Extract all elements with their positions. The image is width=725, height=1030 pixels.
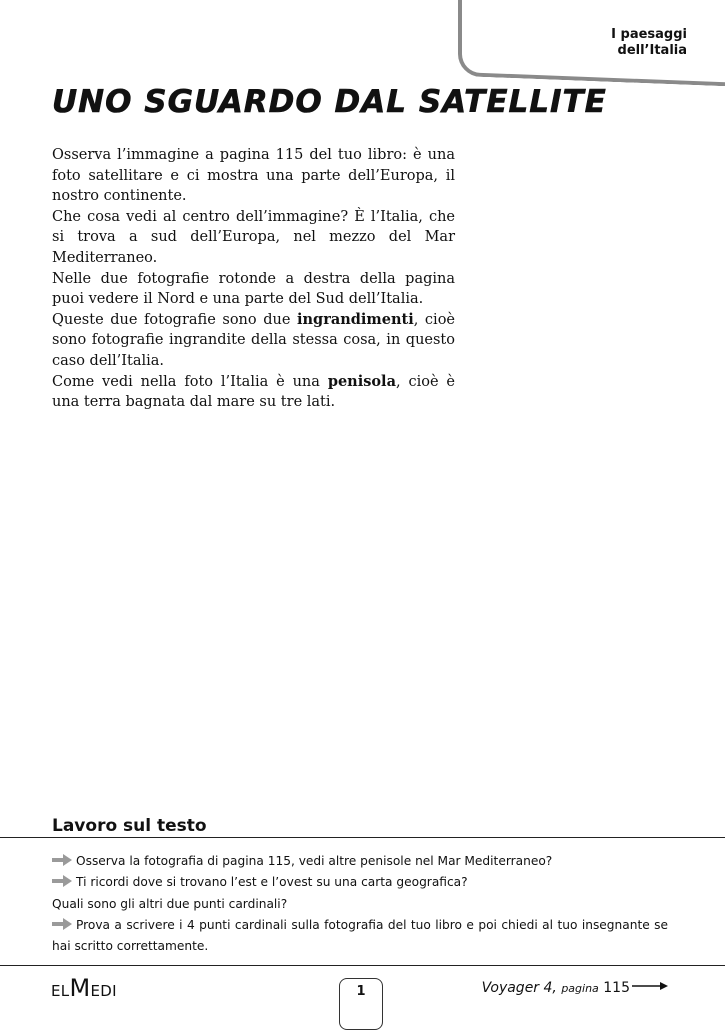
body-text	[52, 145, 455, 413]
paragraph-5	[52, 372, 455, 413]
arrow-right-icon	[52, 875, 72, 887]
exercise-heading: Lavoro sul testo	[52, 816, 207, 836]
exercise-item-2-followup: Quali sono gli altri due punti cardinali?	[52, 896, 288, 911]
publisher-logo	[51, 974, 117, 1002]
exercise-item-2	[52, 872, 668, 893]
exercise-item-1-text: Osserva la fotografia di pagina 115, vedi altre penisole nel Mar Mediterraneo?	[76, 854, 553, 868]
term-penisola: penisola	[327, 372, 396, 390]
page-number	[339, 978, 383, 1030]
divider-bottom	[0, 965, 725, 966]
reference-page-number: 115	[603, 980, 630, 996]
arrow-right-icon	[52, 854, 72, 866]
section-label	[611, 27, 687, 59]
divider-top	[0, 837, 725, 838]
paragraph-4-start: Queste due fotografie sono due	[52, 311, 297, 328]
exercise-list	[52, 851, 668, 957]
paragraph-4-end: , cioè sono fotografie ingrandite della stessa cosa, in questo caso dell’Italia.	[52, 311, 455, 369]
exercise-item-3-text: Prova a scrivere i 4 punti cardinali sulla fotografia del tuo libro e poi chiedi al tuo insegnante se hai scritto correttamente.	[52, 917, 668, 954]
section-label-line1: I paesaggi	[611, 27, 687, 42]
paragraph-1: Osserva l’immagine a pagina 115 del tuo libro: è una foto satellitare e ci mostra una parte dell’Europa, il nostro continente.	[52, 147, 455, 205]
paragraph-2: Che cosa vedi al centro dell’immagine? È l’Italia, che si trova a sud dell’Europa, nel mezzo del Mar Mediterraneo.	[52, 208, 455, 266]
reference-book: Voyager 4,	[481, 980, 557, 996]
exercise-item-1	[52, 851, 668, 872]
paragraph-3: Nelle due fotografie rotonde a destra della pagina puoi vedere il Nord e una parte del Sud dell’Italia.	[52, 270, 455, 308]
logo-suffix: EDI	[90, 982, 117, 1000]
reference-page-label: pagina	[561, 982, 599, 995]
paragraph-5-end: , cioè è una terra bagnata dal mare su tre lati.	[52, 373, 455, 411]
arrow-right-icon	[52, 918, 72, 930]
paragraph-5-start: Come vedi nella foto l’Italia è una	[52, 373, 328, 390]
logo-prefix: EL	[51, 982, 70, 1000]
section-label-line2: dell’Italia	[617, 43, 687, 58]
logo-m: M	[69, 974, 91, 1002]
page-number-value: 1	[356, 984, 366, 999]
term-ingrandimenti: ingrandimenti	[297, 310, 414, 328]
long-arrow-right-icon	[632, 981, 668, 991]
page-title: UNO SGUARDO DAL SATELLITE	[52, 84, 607, 120]
book-reference	[482, 980, 668, 996]
paragraph-4	[52, 310, 455, 372]
exercise-item-3	[52, 915, 668, 958]
exercise-item-2-text: Ti ricordi dove si trovano l’est e l’ovest su una carta geografica?	[76, 875, 468, 890]
